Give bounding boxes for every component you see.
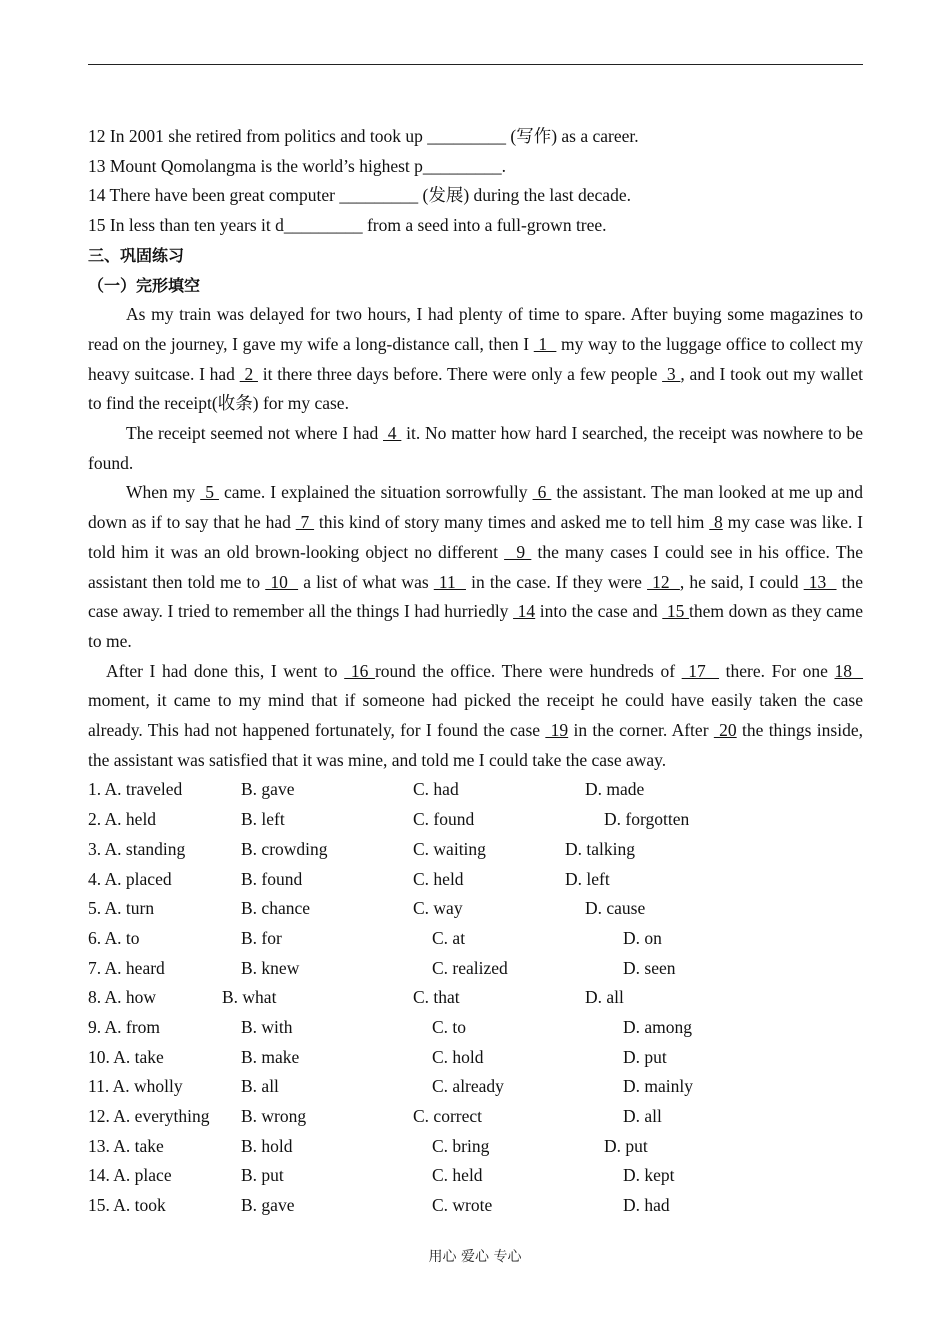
blank-13: 13 [803, 571, 837, 592]
blank-9: 9 [504, 541, 532, 562]
section-title: 三、巩固练习 [88, 245, 185, 265]
blank-19: 19 [545, 720, 569, 741]
blank-17: 17 [681, 660, 720, 681]
blank-6: 6 [532, 482, 552, 503]
option-row-13: 13. A. take B. hold C. bring D. put [88, 1135, 648, 1156]
options-list [88, 775, 863, 1220]
blank-11: 11 [433, 571, 466, 592]
passage-paragraph-3: When my 5 came. I explained the situation sorrowfully 6 the assistant. The man looked at me up and down as if to say that he had 7 this kind of story many times and asked me to tell him 8 my case was like. I told him it was an old brown-looking object no different 9 the many cases I could see in his office. The assistant then told me to 10 a list of what was 11 in the case. If they were 12 , he said, I could 13 the case away. I tried to remember all the things I had hurriedly 14 into the case and 15 them down as they came to me. [88, 482, 864, 651]
blank-20: 20 [713, 720, 737, 741]
blank-15: 15 [662, 601, 690, 622]
subsection-title: （一）完形填空 [88, 275, 201, 295]
option-row-4: 4. A. placed B. found C. held D. left [88, 868, 610, 889]
passage-paragraph-2: The receipt seemed not where I had 4 it. No matter how hard I searched, the receipt was nowhere to be found. [88, 423, 863, 473]
header-rule [88, 64, 863, 65]
option-row-12: 12. A. everything B. wrong C. correct D. all [88, 1106, 662, 1127]
option-row-15: 15. A. took B. gave C. wrote D. had [88, 1195, 670, 1216]
option-row-6: 6. A. to B. for C. at D. on [88, 927, 662, 948]
blank-7: 7 [295, 512, 315, 533]
option-row-7: 7. A. heard B. knew C. realized D. seen [88, 957, 676, 978]
blank-16: 16 [344, 660, 375, 681]
option-row-10: 10. A. take B. make C. hold D. put [88, 1046, 667, 1067]
blank-5: 5 [200, 482, 219, 503]
blank-14: 14 [513, 601, 536, 622]
question-15: 15 In less than ten years it d_________ from a seed into a full-grown tree. [88, 215, 607, 236]
blank-18: 18 [834, 660, 864, 681]
question-13: 13 Mount Qomolangma is the world’s highest p_________. [88, 155, 507, 176]
passage-paragraph-1: As my train was delayed for two hours, I had plenty of time to spare. After buying some magazines to read on the journey, I gave my wife a long-distance call, then I 1 my way to the luggage office to collect my heavy suitcase. I had 2 it there three days before. There were only a few people 3 , and I took out my wallet to find the receipt(收条) for my case. [88, 304, 863, 414]
blank-12: 12 [647, 571, 680, 592]
option-row-11: 11. A. wholly B. all C. already D. mainly [88, 1076, 693, 1097]
option-row-14: 14. A. place B. put C. held D. kept [88, 1165, 675, 1186]
option-row-3: 3. A. standing B. crowding C. waiting D. talking [88, 838, 635, 859]
question-12: 12 In 2001 she retired from politics and took up _________ (写作) as a career. [88, 126, 639, 146]
option-row-9: 9. A. from B. with C. to D. among [88, 1016, 693, 1037]
blank-8: 8 [709, 512, 723, 533]
option-row-2: 2. A. held B. left C. found D. forgotten [88, 809, 690, 830]
page-footer: 用心 爱心 专心 [428, 1249, 522, 1265]
option-row-5: 5. A. turn B. chance C. way D. cause [88, 898, 646, 919]
option-row-8: 8. A. how B. what C. that D. all [88, 987, 624, 1008]
question-14: 14 There have been great computer _________ (发展) during the last decade. [88, 185, 631, 206]
passage-paragraph-4: After I had done this, I went to 16 round the office. There were hundreds of 17 there. For one 18 moment, it came to my mind that if someone had picked the receipt he could have easily taken the case already. This had not happened fortunately, for I found the case 19 in the corner. After 20 the things inside, the assistant was satisfied that it was mine, and told me I could take the case away. [88, 660, 864, 770]
blank-3: 3 [662, 363, 681, 384]
blank-2: 2 [239, 363, 258, 384]
option-row-1: 1. A. traveled B. gave C. had D. made [88, 779, 645, 800]
blank-1: 1 [533, 333, 557, 354]
blank-4: 4 [383, 423, 402, 444]
page-content [88, 122, 863, 1221]
blank-10: 10 [265, 571, 299, 592]
